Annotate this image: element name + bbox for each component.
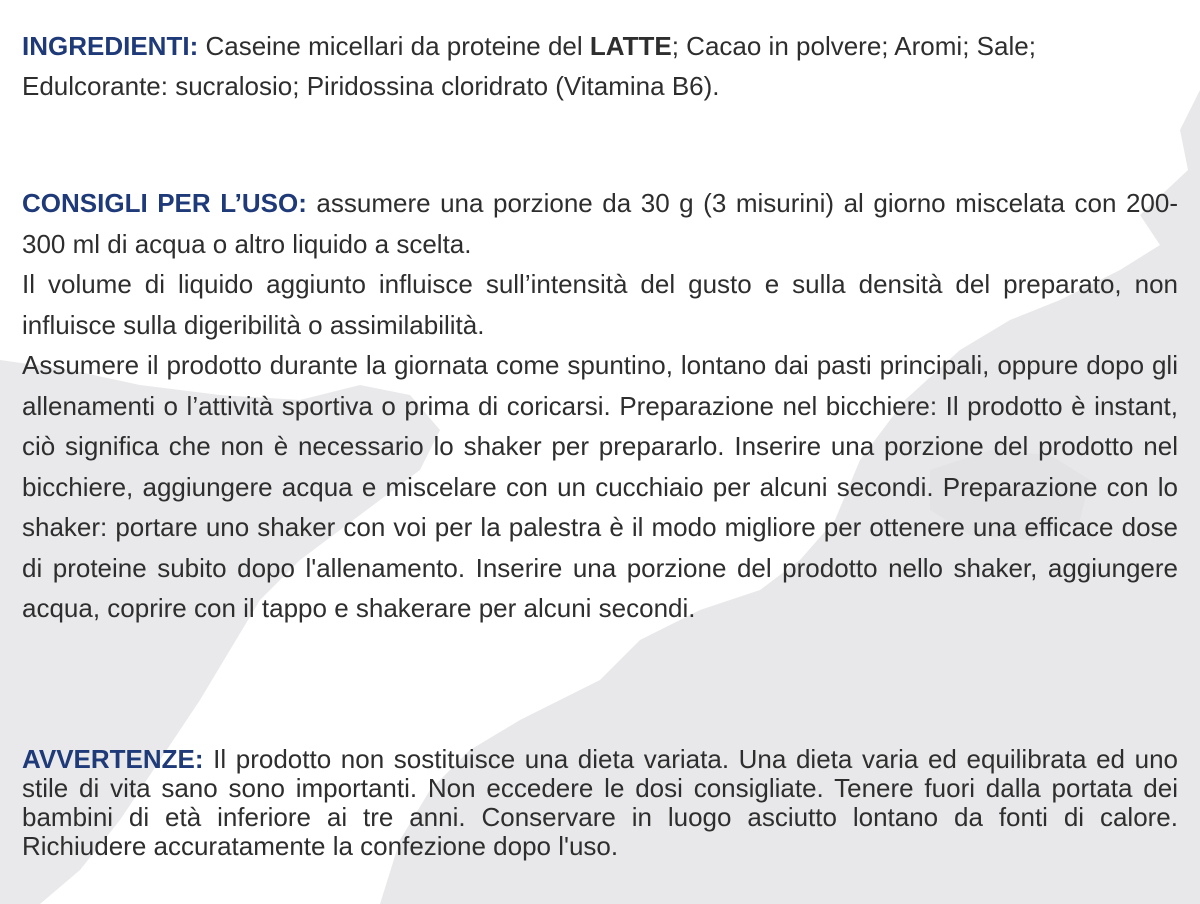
allergen-milk: LATTE — [589, 31, 672, 61]
usage-paragraph-3: Assumere il prodotto durante la giornata come spuntino, lontano dai pasti principali, oppure dopo gli allenamenti o l’attività sportiva o prima di coricarsi. Preparazione nel bicchiere: Il prodotto è instant, ciò significa che non è necessario lo shaker per prepararlo. Inserire una porzione del prodotto nel bicchiere, aggiungere acqua e miscelare con un cucchiaio per alcuni secondi. Preparazione con lo shaker: portare uno shaker con voi per la palestra è il modo migliore per ottenere una efficace dose di proteine subito dopo l'allenamento. Inserire una porzione del prodotto nello shaker, aggiungere acqua, coprire con il tappo e shakerare per alcuni secondi. — [22, 350, 1178, 623]
usage-intro: assumere una porzione da 30 g (3 misurini) al giorno miscelata con 200-300 ml di acqua o altro liquido a scelta. — [22, 188, 1178, 259]
ingredients-section — [22, 26, 1178, 106]
warnings-text: Il prodotto non sostituisce una dieta variata. Una dieta varia ed equilibrata ed uno stile di vita sano sono importanti. Non eccedere le dosi consigliate. Tenere fuori dalla portata dei bambini di età inferiore ai tre anni. Conservare in luogo asciutto lontano da fonti di calore. Richiudere accuratamente la confezione dopo l'uso. — [22, 744, 1178, 861]
usage-heading: CONSIGLI PER L’USO: — [22, 188, 307, 218]
ingredients-text-part-1: Caseine micellari da proteine del — [198, 31, 590, 61]
ingredients-heading: INGREDIENTI: — [22, 31, 199, 61]
usage-paragraph-2: Il volume di liquido aggiunto influisce sull’intensità del gusto e sulla densità del preparato, non influisce sulla digeribilità o assimilabilità. — [22, 269, 1178, 340]
warnings-section — [22, 745, 1178, 861]
warnings-heading: AVVERTENZE: — [22, 744, 204, 774]
ingredients-text-part-2: ; Cacao in polvere; Aromi; Sale; Edulcorante: sucralosio; Piridossina cloridrato (Vitamina B6). — [22, 31, 1036, 101]
usage-section — [22, 183, 1178, 629]
